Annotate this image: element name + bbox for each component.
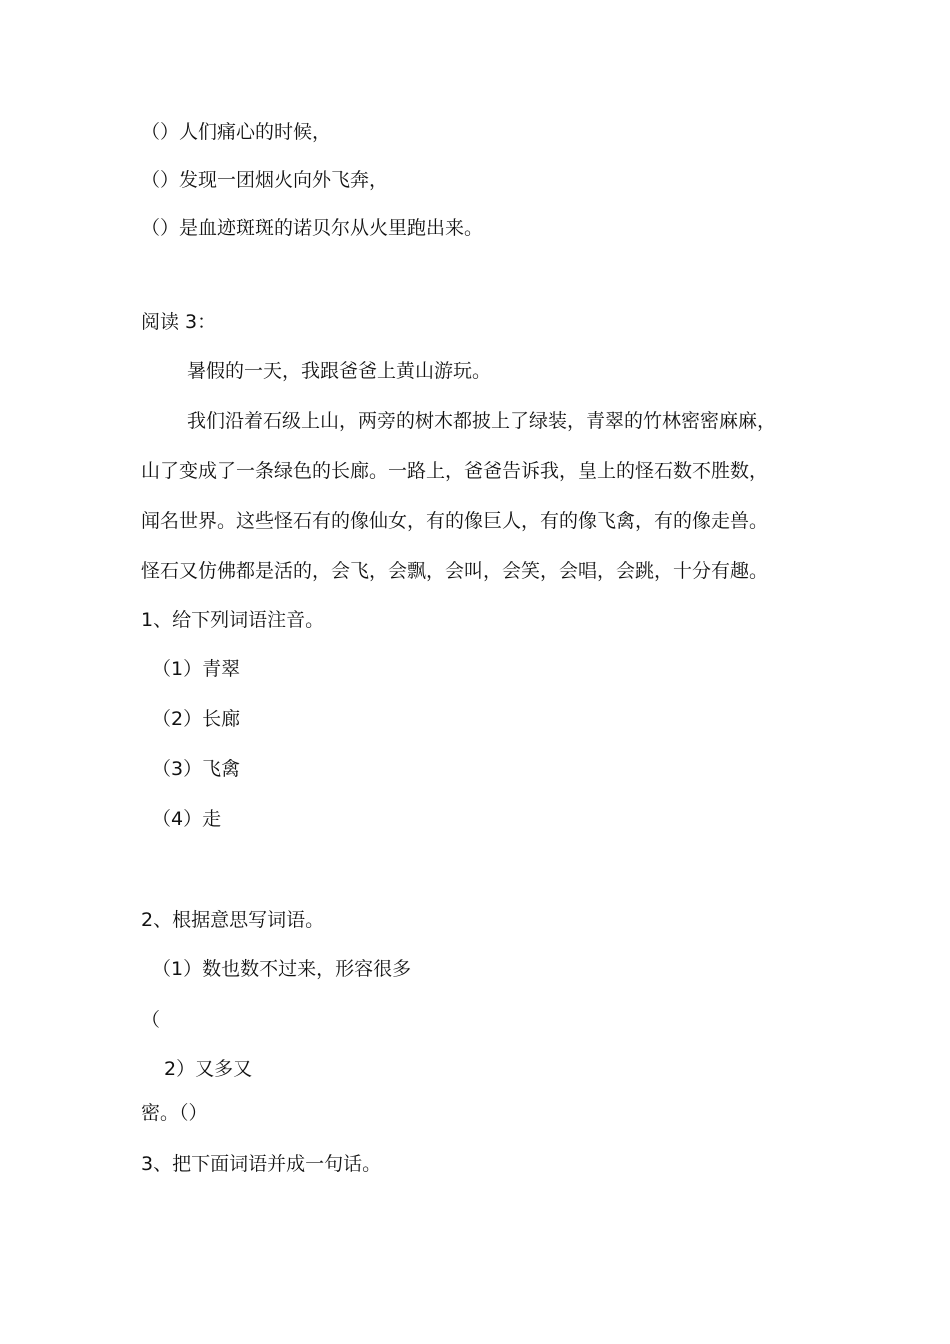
reading-paragraph-1: 暑假的一天，我跟爸爸上黄山游玩。 <box>187 360 492 382</box>
question-2-item-2: 2）又多又 <box>164 1058 253 1080</box>
question-1-item-4: （4）走 <box>152 808 222 830</box>
question-2-item-1: （1）数也数不过来，形容很多 <box>152 958 412 980</box>
question-1-title: 1、给下列词语注音。 <box>141 609 325 631</box>
top-item-3: （）是血迹斑斑的诺贝尔从火里跑出来。 <box>141 217 484 239</box>
question-2-item-1-paren: （ <box>141 1009 161 1031</box>
top-item-1: （）人们痛心的时候， <box>141 121 332 143</box>
reading-paragraph-2-line-4: 怪石又仿佛都是活的，会飞，会飘，会叫，会笑，会唱，会跳，十分有趣。 <box>141 560 769 582</box>
reading-paragraph-2-line-1: 我们沿着石级上山，两旁的树木都披上了绿装，青翠的竹林密密麻麻， <box>187 410 777 432</box>
reading-paragraph-2-line-3: 闻名世界。这些怪石有的像仙女，有的像巨人，有的像飞禽，有的像走兽。 <box>141 510 769 532</box>
question-1-item-3: （3）飞禽 <box>152 758 241 780</box>
question-1-item-2: （2）长廊 <box>152 708 241 730</box>
question-3-title: 3、把下面词语并成一句话。 <box>141 1153 382 1175</box>
question-2-title: 2、根据意思写词语。 <box>141 909 325 931</box>
reading-title: 阅读 3： <box>141 311 217 333</box>
question-2-item-2-continued: 密。（） <box>141 1102 208 1124</box>
reading-paragraph-2-line-2: 山了变成了一条绿色的长廊。一路上，爸爸告诉我，皇上的怪石数不胜数， <box>141 460 769 482</box>
question-1-item-1: （1）青翠 <box>152 658 241 680</box>
top-item-2: （）发现一团烟火向外飞奔， <box>141 169 389 191</box>
